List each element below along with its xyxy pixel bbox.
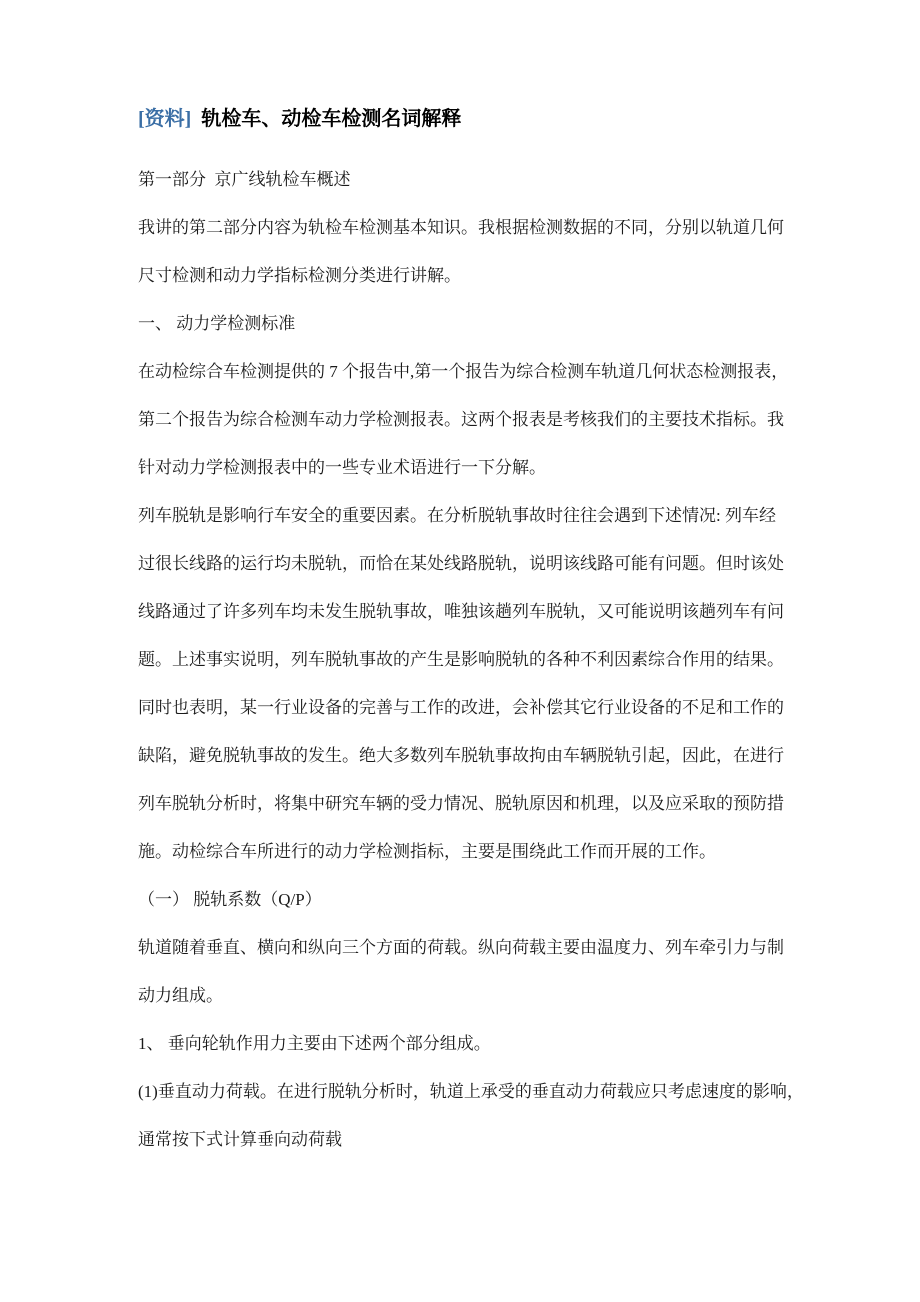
text-line-heading: 一、 动力学检测标准	[138, 314, 296, 333]
text-line-heading: （一） 脱轨系数（Q/P）	[138, 890, 322, 909]
text-line-list-item: 1、 垂向轮轨作用力主要由下述两个部分组成。	[138, 1034, 491, 1053]
text-line: 动力组成。	[138, 986, 223, 1005]
text-line: 列车脱轨分析时，将集中研究车辆的受力情况、脱轨原因和机理，以及应采取的预防措	[138, 794, 784, 813]
text-line: 在动检综合车检测提供的 7 个报告中,第一个报告为综合检测车轨道几何状态检测报表，	[138, 362, 789, 381]
text-line: 尺寸检测和动力学指标检测分类进行讲解。	[138, 266, 461, 285]
text-line: 通常按下式计算垂向动荷载	[138, 1130, 342, 1149]
text-line: 题。上述事实说明，列车脱轨事故的产生是影响脱轨的各种不利因素综合作用的结果。	[138, 650, 784, 669]
text-line: 轨道随着垂直、横向和纵向三个方面的荷载。纵向荷载主要由温度力、列车牵引力与制	[138, 938, 784, 957]
document-content	[138, 106, 810, 1164]
text-line: 施。动检综合车所进行的动力学检测指标，主要是围绕此工作而开展的工作。	[138, 842, 716, 861]
text-line: 第二个报告为综合检测车动力学检测报表。这两个报表是考核我们的主要技术指标。我	[138, 410, 784, 429]
document-title-text: 轨检车、动检车检测名词解释	[201, 108, 462, 130]
document-title-tag: [资料]	[138, 108, 192, 130]
text-line: 同时也表明，某一行业设备的完善与工作的改进，会补偿其它行业设备的不足和工作的	[138, 698, 784, 717]
document-title	[138, 106, 810, 132]
text-line: 我讲的第二部分内容为轨检车检测基本知识。我根据检测数据的不同，分别以轨道几何	[138, 218, 784, 237]
text-line: 缺陷，避免脱轨事故的发生。绝大多数列车脱轨事故拘由车辆脱轨引起，因此，在进行	[138, 746, 784, 765]
text-line: 过很长线路的运行均未脱轨，而恰在某处线路脱轨，说明该线路可能有问题。但时该处	[138, 554, 784, 573]
text-line: 针对动力学检测报表中的一些专业术语进行一下分解。	[138, 458, 546, 477]
text-line: 列车脱轨是影响行车安全的重要因素。在分析脱轨事故时往往会遇到下述情况: 列车经	[138, 506, 776, 525]
text-line: 线路通过了许多列车均未发生脱轨事故，唯独该趟列车脱轨，又可能说明该趟列车有问	[138, 602, 784, 621]
text-line-section-heading: 第一部分 京广线轨检车概述	[138, 170, 351, 189]
text-line-list-item: (1)垂直动力荷载。在进行脱轨分析时，轨道上承受的垂直动力荷载应只考虑速度的影响，	[138, 1082, 804, 1101]
